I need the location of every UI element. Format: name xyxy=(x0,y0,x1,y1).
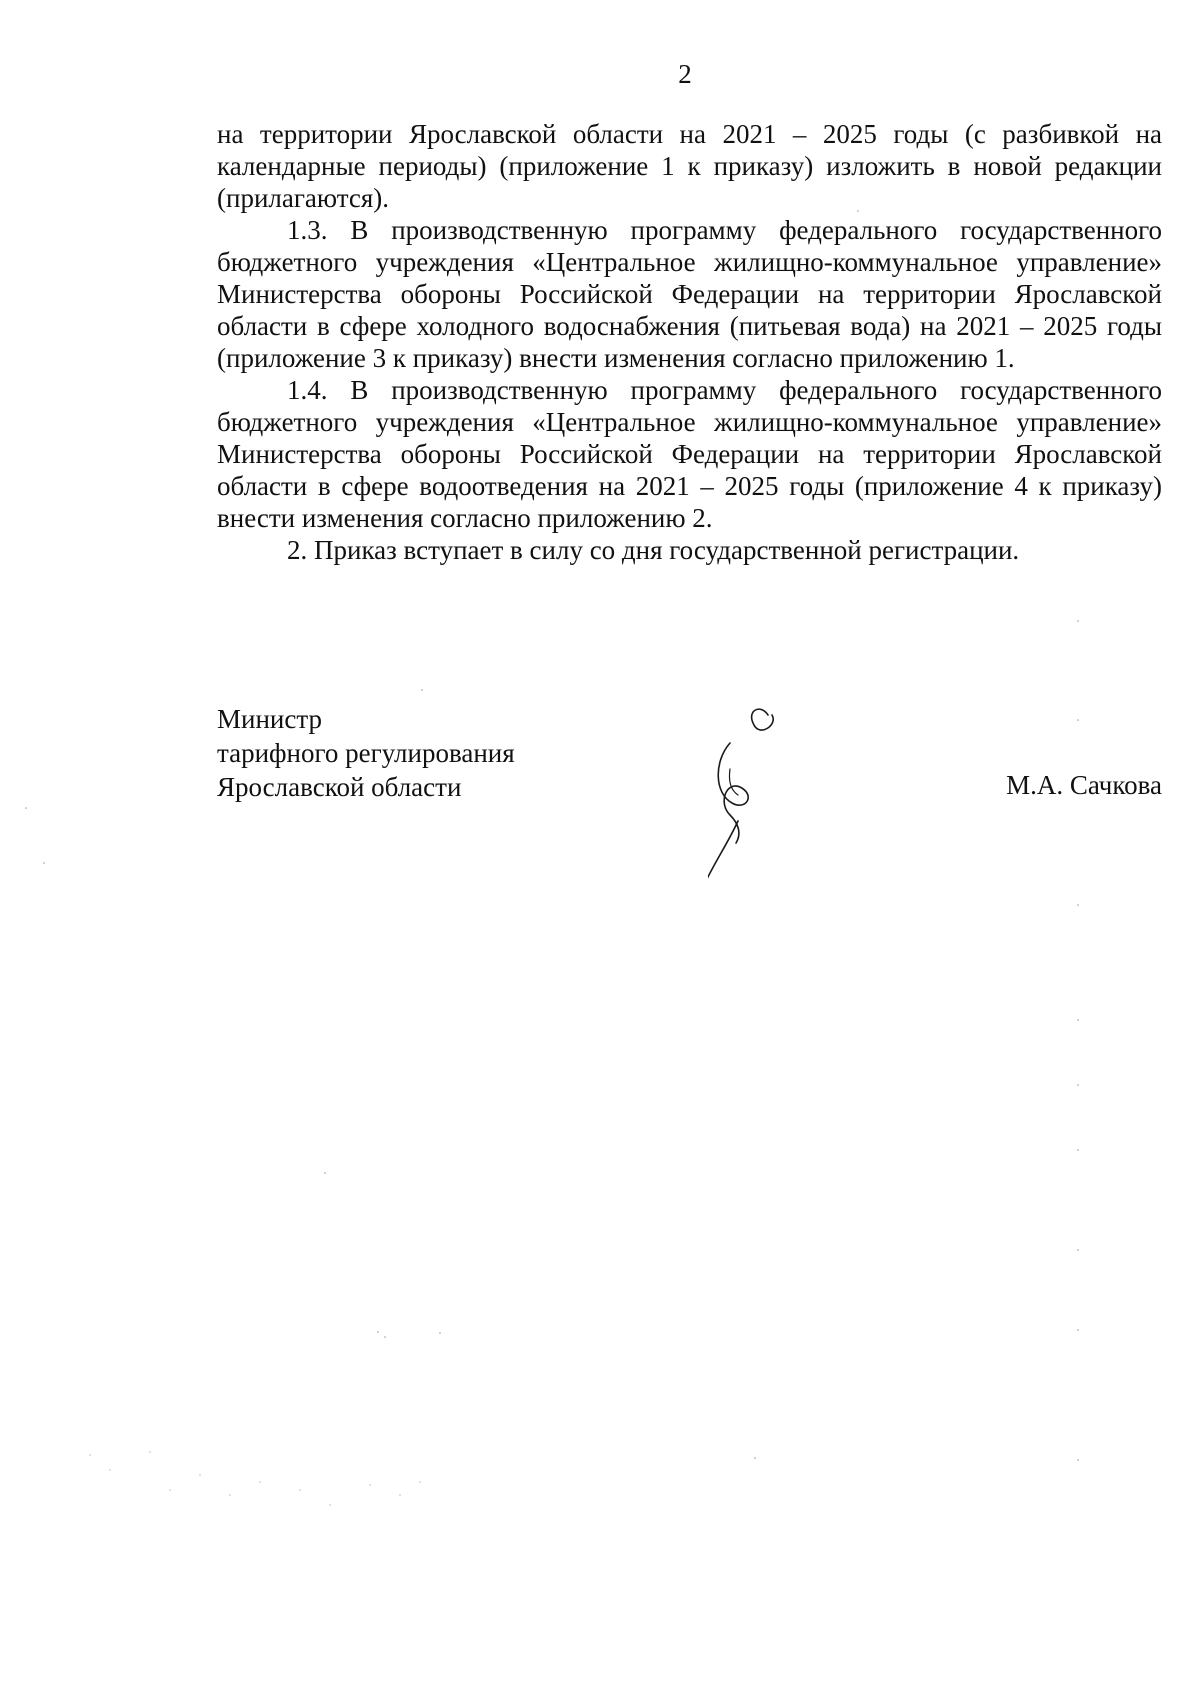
paragraph-1-4: 1.4. В производственную программу федерального государственного бюджетного учреждения «Центральное жилищно-коммунальное управление» Министерства обороны Российской Федерации на территории Ярославской области в сфере водоотведения на 2021 – 2025 годы (приложение 4 к приказу) внести изменения согласно приложению 2. xyxy=(217,375,1162,533)
page-number: 2 xyxy=(678,59,692,89)
signatory-title xyxy=(217,702,515,804)
handwritten-signature xyxy=(708,703,828,903)
paragraph-1-3: 1.3. В производственную программу федерального государственного бюджетного учреждения «Центральное жилищно-коммунальное управление» Министерства обороны Российской Федерации на территории Ярославской области в сфере холодного водоснабжения (питьевая вода) на 2021 – 2025 годы (приложение 3 к приказу) внести изменения согласно приложению 1. xyxy=(217,215,1162,373)
signatory-title-line-1: Министр xyxy=(217,704,322,734)
signatory-title-line-3: Ярославской области xyxy=(217,772,462,802)
signatory-name: М.А. Сачкова xyxy=(1006,770,1162,800)
paragraph-2: 2. Приказ вступает в силу со дня государственной регистрации. xyxy=(287,535,1020,565)
signatory-title-line-2: тарифного регулирования xyxy=(217,738,515,768)
document-body xyxy=(217,118,1162,566)
paragraph-continuation: на территории Ярославской области на 2021 – 2025 годы (с разбивкой на календарные периоды) (приложение 1 к приказу) изложить в новой редакции (прилагаются). xyxy=(217,119,1162,213)
